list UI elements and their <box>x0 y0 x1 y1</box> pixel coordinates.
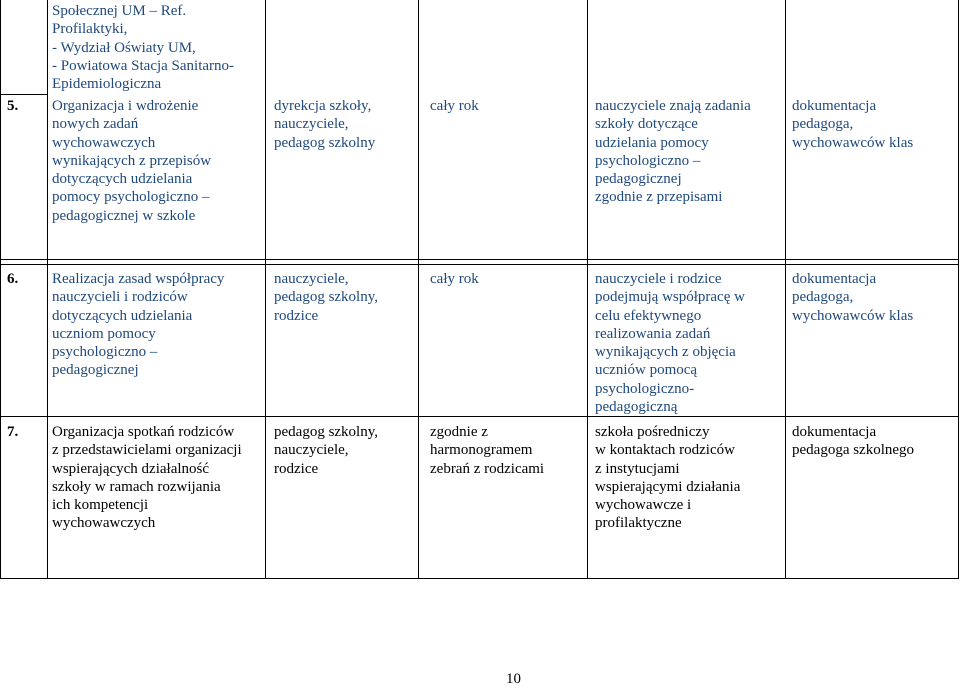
text-line: zgodnie z <box>430 424 488 440</box>
text-line: profilaktyczne <box>595 515 682 532</box>
row-5-task <box>52 97 211 225</box>
text-line: realizowania zadań <box>595 325 711 342</box>
text-line: Społecznej UM – Ref. <box>52 3 187 19</box>
row-5-result <box>595 97 751 207</box>
text-line: wspierającymi działania <box>595 478 741 495</box>
text-line: szkoły dotyczące <box>595 116 698 133</box>
text-line: cały rok <box>430 271 479 287</box>
row-7-documentation <box>792 423 914 460</box>
text-line: psychologiczno- <box>595 380 695 397</box>
text-line: wynikających z objęcia <box>595 344 736 361</box>
row-6-documentation <box>792 270 913 325</box>
text-line: pedagog szkolny <box>274 134 376 151</box>
text-line: nowych zadań <box>52 116 139 133</box>
row-6-deadline <box>430 270 479 288</box>
text-line: nauczyciele, <box>274 442 349 459</box>
text-line: psychologiczno – <box>595 152 701 169</box>
row-5-responsible <box>274 97 375 152</box>
text-line: pedagoga, <box>792 289 854 306</box>
text-line: dokumentacja <box>792 424 877 440</box>
row-number: 6. <box>7 271 19 287</box>
row-7-task <box>52 423 242 533</box>
row-6-task <box>52 270 224 380</box>
text-line: wspierających działalność <box>52 460 210 477</box>
text-line: harmonogramem <box>430 442 533 459</box>
text-line: pedagogicznej <box>595 171 682 188</box>
text-line: pedagoga, <box>792 116 854 133</box>
text-line: - Wydział Oświaty UM, <box>52 39 196 56</box>
text-line: pedagog szkolny, <box>274 424 379 440</box>
text-line: dokumentacja <box>792 98 877 114</box>
text-line: nauczyciele i rodzice <box>595 271 722 287</box>
text-line: uczniom pomocy <box>52 325 156 342</box>
text-line: nauczyciele, <box>274 271 349 287</box>
text-line: pedagoga szkolnego <box>792 442 915 459</box>
text-line: pomocy psychologiczno – <box>52 189 210 206</box>
text-line: - Powiatowa Stacja Sanitarno- <box>52 57 235 74</box>
text-line: cały rok <box>430 98 479 114</box>
text-line: wychowawczych <box>52 134 156 151</box>
text-line: nauczycieli i rodziców <box>52 289 188 306</box>
text-line: nauczyciele znają zadania <box>595 98 751 114</box>
text-line: uczniów pomocą <box>595 362 698 379</box>
text-line: podejmują współpracę w <box>595 289 745 306</box>
text-line: zgodnie z przepisami <box>595 189 723 206</box>
row-number: 7. <box>7 424 19 440</box>
text-line: wychowawców klas <box>792 134 914 151</box>
row-6-result <box>595 270 745 416</box>
text-line: nauczyciele, <box>274 116 349 133</box>
row-6-responsible <box>274 270 378 325</box>
text-line: z instytucjami <box>595 460 680 477</box>
text-line: wychowawcze i <box>595 497 692 514</box>
text-line: Profilaktyki, <box>52 21 128 38</box>
row-5-deadline <box>430 97 479 115</box>
top-fragment-partners <box>52 2 234 93</box>
text-line: rodzice <box>274 307 319 324</box>
text-line: wychowawczych <box>52 515 156 532</box>
text-line: Epidemiologiczna <box>52 76 162 93</box>
text-line: dyrekcja szkoły, <box>274 98 372 114</box>
text-line: pedagogiczną <box>595 399 678 416</box>
text-line: psychologiczno – <box>52 344 158 361</box>
row-7-responsible <box>274 423 378 478</box>
text-line: Organizacja spotkań rodziców <box>52 424 235 440</box>
text-line: Organizacja i wdrożenie <box>52 98 199 114</box>
row-5-documentation <box>792 97 913 152</box>
text-line: wynikających z przepisów <box>52 152 212 169</box>
text-line: szkoły w ramach rozwijania <box>52 478 221 495</box>
text-line: pedagogicznej <box>52 362 139 379</box>
text-line: Realizacja zasad współpracy <box>52 271 225 287</box>
text-line: wychowawców klas <box>792 307 914 324</box>
text-line: z przedstawicielami organizacji <box>52 442 242 459</box>
row-7-result <box>595 423 740 533</box>
text-line: zebrań z rodzicami <box>430 460 545 477</box>
row-7-deadline <box>430 423 544 478</box>
text-line: pedagogicznej w szkole <box>52 207 196 224</box>
text-line: dotyczących udzielania <box>52 171 193 188</box>
text-line: w kontaktach rodziców <box>595 442 735 459</box>
text-line: udzielania pomocy <box>595 134 709 151</box>
text-line: dokumentacja <box>792 271 877 287</box>
text-line: rodzice <box>274 460 319 477</box>
text-line: szkoła pośredniczy <box>595 424 710 440</box>
row-number: 5. <box>7 98 19 114</box>
text-line: celu efektywnego <box>595 307 702 324</box>
text-line: pedagog szkolny, <box>274 289 379 306</box>
text-line: ich kompetencji <box>52 497 149 514</box>
text-line: dotyczących udzielania <box>52 307 193 324</box>
page-number: 10 <box>506 671 521 687</box>
